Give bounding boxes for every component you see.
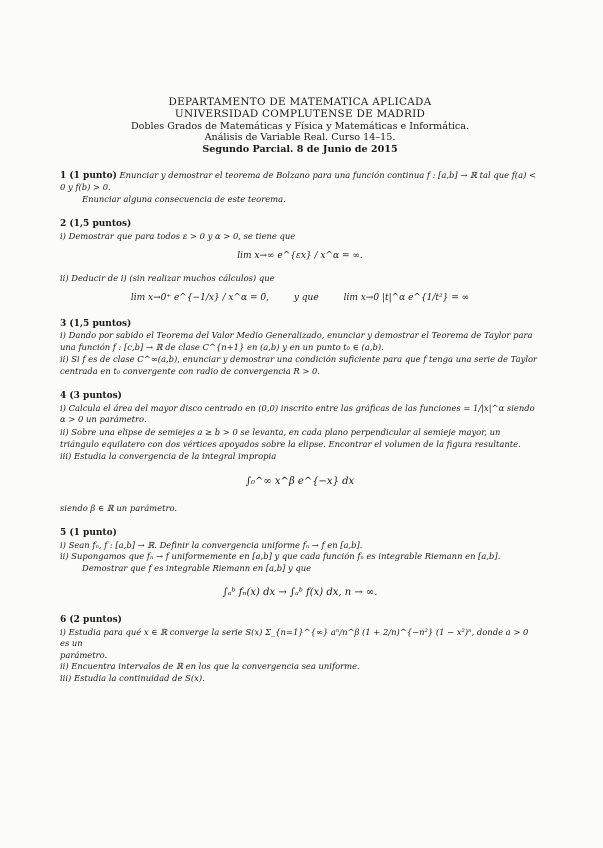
question-5-item-ii: ii) Supongamos que fₙ → f uniformemente en [a,b] y que cada función fₙ es integrable Riemann en [a,b]. [60, 551, 501, 562]
question-2 [60, 218, 540, 304]
department-title: DEPARTAMENTO DE MATEMATICA APLICADA [168, 96, 432, 108]
question-6-item-iii: iii) Estudia la continuidad de S(x). [60, 672, 205, 683]
formula-2-part-c: lim x→0 |t|^α e^{1/t²} = ∞ [343, 293, 470, 304]
question-4-item-ii: ii) Sobre una elipse de semiejes a ≥ b > 0 se levanta, en cada plano perpendicular al semieje mayor, un triángulo equilatero con dos vértices apoyados sobre la elipse. Encontrar el volumen de la figura resultante. [60, 427, 521, 449]
formula-2-part-a: lim x→0⁺ e^{−1/x} / x^α = 0, [130, 293, 269, 304]
question-2-item-ii: ii) Deducir de i) (sin realizar muchos cálculos) que [60, 272, 275, 283]
question-1-text-2: Enunciar alguna consecuencia de este teorema. [82, 193, 286, 204]
question-3-heading: 3 (1,5 puntos) [60, 318, 132, 329]
question-2-formula-1: lim x→∞ e^{εx} / x^α = ∞. [237, 251, 363, 262]
question-6-item-i-a: i) Estudia para qué x ∈ ℝ converge la serie S(x) [60, 626, 263, 637]
university-title: UNIVERSIDAD COMPLUTENSE DE MADRID [174, 108, 426, 121]
question-4-after: siendo β ∈ ℝ un parámetro. [60, 502, 178, 513]
question-4-item-iii: iii) Estudia la convergencia de la integral impropia [60, 451, 277, 462]
question-5-formula: ∫ₐᵇ fₙ(x) dx → ∫ₐᵇ f(x) dx, n → ∞. [222, 587, 378, 599]
question-4-item-i: i) Calcula el área del mayor disco centrado en (0,0) inscrito entre las gráficas de las funciones = 1/|x|^α siendo α > 0 un parámetro. [60, 402, 535, 425]
question-3 [60, 318, 540, 378]
question-4 [60, 390, 540, 514]
question-5 [60, 527, 540, 600]
question-2-formula-2 [60, 292, 540, 304]
question-5-heading: 5 (1 punto) [60, 528, 117, 539]
question-6-series: Σ_{n=1}^{∞} aⁿ/n^β (1 + 2/n)^{−n²} (1 − x²)ⁿ, [265, 626, 475, 637]
question-4-heading: 4 (3 puntos) [60, 391, 122, 402]
question-6-item-i-c: parámetro. [60, 649, 108, 660]
question-6-item-i-b: donde a > 0 es un [60, 626, 529, 649]
question-6-heading: 6 (2 puntos) [60, 615, 122, 626]
question-1 [60, 170, 540, 206]
question-4-formula: ∫₀^∞ x^β e^{−x} dx [245, 475, 355, 487]
question-6-item-i [60, 627, 540, 650]
question-2-item-i: i) Demostrar que para todos ε > 0 y α > 0, se tiene que [60, 230, 296, 241]
question-1-heading: 1 (1 punto) [60, 170, 117, 181]
exam-header [60, 96, 540, 156]
question-1-text: Enunciar y demostrar el teorema de Bolzano para una función continua f : [a,b] → ℝ tal que f(a) < 0 y f(b) > 0. [60, 169, 537, 193]
degree-line: Dobles Grados de Matemáticas y Física y Matemáticas e Informática. [130, 120, 470, 132]
question-2-heading: 2 (1,5 puntos) [60, 219, 132, 230]
question-5-item-ii-b: Demostrar que f es integrable Riemann en [a,b] y que [82, 562, 312, 573]
question-3-item-i: i) Dando por sabido el Teorema del Valor Medio Generalizado, enunciar y demostrar el Teorema de Taylor para una función f : [c,b] → ℝ de clase C^{n+1} en (a,b) y en un punto t₀ ∈ (a,b). [60, 330, 533, 352]
question-3-item-ii: ii) Si f es de clase C^∞(a,b), enunciar y demostrar una condición suficiente para que f tenga una serie de Taylor centrada en t₀ convergente con radio de convergencia R > 0. [60, 354, 538, 376]
formula-2-part-b: y que [293, 293, 319, 304]
course-line: Análisis de Variable Real. Curso 14–15. [204, 132, 396, 144]
exam-page [60, 96, 540, 698]
exam-date-line: Segundo Parcial. 8 de Junio de 2015 [202, 143, 398, 155]
question-5-item-i: i) Sean fₙ, f : [a,b] → ℝ. Definir la convergencia uniforme fₙ → f en [a,b]. [60, 539, 363, 550]
question-6-item-ii: ii) Encuentra intervalos de ℝ en los que la convergencia sea uniforme. [60, 661, 360, 672]
question-6 [60, 614, 540, 684]
